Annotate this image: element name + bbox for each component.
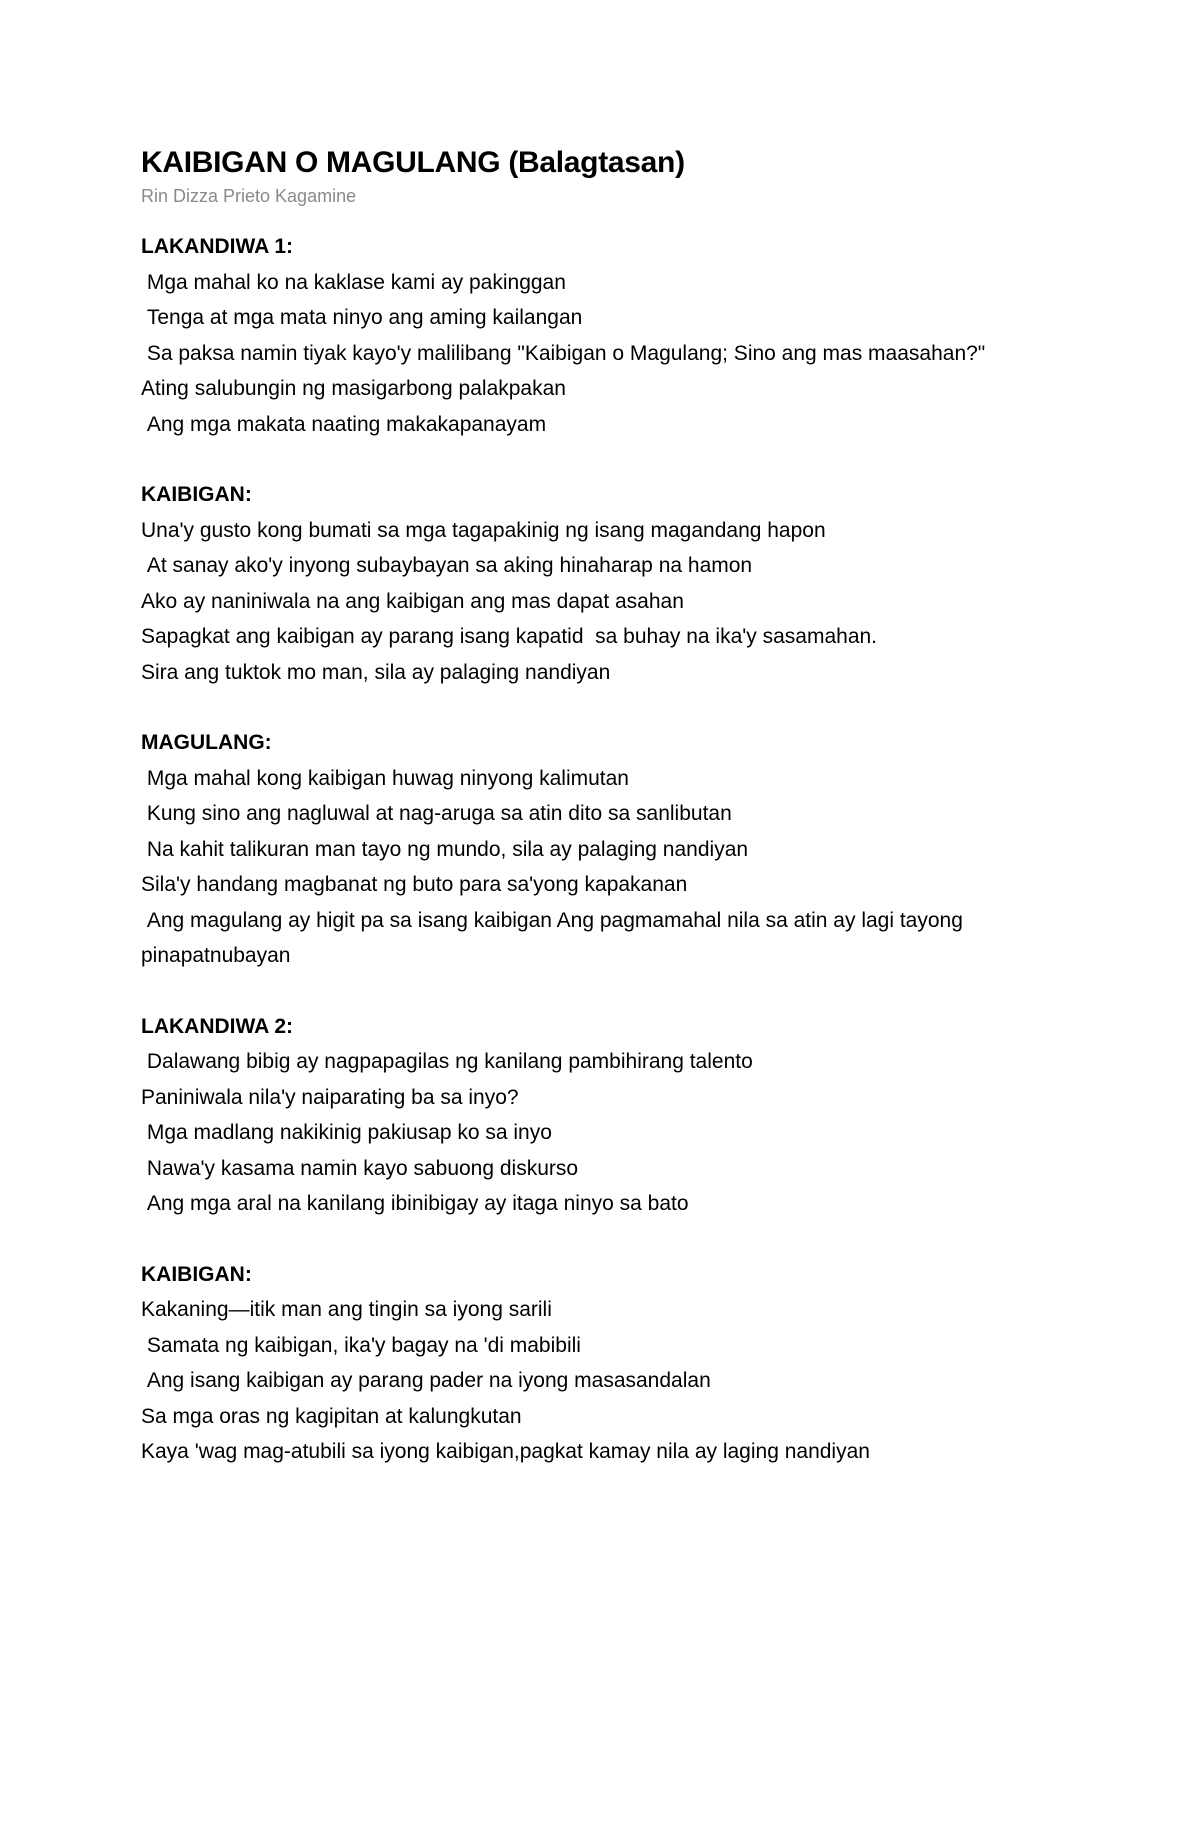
poem-section <box>141 229 1041 442</box>
verse-line: Mga madlang nakikinig pakiusap ko sa inyo <box>141 1121 552 1144</box>
section-speaker-heading: LAKANDIWA 2: <box>141 1014 294 1038</box>
poem-section <box>141 1257 1041 1470</box>
verse-line: Mga mahal kong kaibigan huwag ninyong kalimutan <box>141 766 629 790</box>
verse-lines <box>141 513 1041 691</box>
verse-lines <box>141 265 1041 443</box>
verse-line: Dalawang bibig ay nagpapagilas ng kanilang pambihirang talento <box>141 1050 753 1073</box>
verse-line: At sanay ako'y inyong subaybayan sa aking hinaharap na hamon <box>141 554 753 577</box>
verse-line: Kakaning—itik man ang tingin sa iyong sarili <box>141 1298 552 1321</box>
verse-line: Nawa'y kasama namin kayo sabuong diskurso <box>141 1156 579 1180</box>
verse-line: Ang magulang ay higit pa sa isang kaibigan Ang pagmamahal nila sa atin ay lagi tayong pinapatnubayan <box>141 908 969 967</box>
verse-line: Ang mga makata naating makakapanayam <box>141 412 547 436</box>
verse-line: Kung sino ang nagluwal at nag-aruga sa atin dito sa sanlibutan <box>141 802 732 825</box>
verse-line: Sila'y handang magbanat ng buto para sa'yong kapakanan <box>141 873 688 896</box>
verse-line: Ako ay naniniwala na ang kaibigan ang mas dapat asahan <box>141 589 684 613</box>
section-speaker-heading: MAGULANG: <box>141 731 272 754</box>
verse-line: Samata ng kaibigan, ika'y bagay na 'di mabibili <box>141 1333 581 1357</box>
verse-line: Sira ang tuktok mo man, sila ay palaging nandiyan <box>141 660 611 684</box>
verse-line: Sa paksa namin tiyak kayo'y malilibang "Kaibigan o Magulang; Sino ang mas maasahan?" <box>141 341 986 365</box>
poem-section <box>141 477 1041 690</box>
verse-line: Paniniwala nila'y naiparating ba sa inyo? <box>141 1085 519 1109</box>
verse-lines <box>141 761 1041 974</box>
verse-line: Ang isang kaibigan ay parang pader na iyong masasandalan <box>141 1369 711 1392</box>
verse-line: Sa mga oras ng kagipitan at kalungkutan <box>141 1404 522 1428</box>
verse-line: Ating salubungin ng masigarbong palakpakan <box>141 377 566 400</box>
document-author: Rin Dizza Prieto Kagamine <box>141 186 357 206</box>
poem-section <box>141 725 1041 974</box>
poem-section <box>141 1009 1041 1222</box>
document-title: KAIBIGAN O MAGULANG (Balagtasan) <box>141 146 685 179</box>
section-speaker-heading: LAKANDIWA 1: <box>141 235 294 258</box>
poem-body <box>141 229 1041 1470</box>
verse-line: Una'y gusto kong bumati sa mga tagapakinig ng isang magandang hapon <box>141 518 826 542</box>
verse-line: Tenga at mga mata ninyo ang aming kailangan <box>141 306 583 329</box>
verse-line: Sapagkat ang kaibigan ay parang isang kapatid sa buhay na ika'y sasamahan. <box>141 625 878 648</box>
verse-line: Mga mahal ko na kaklase kami ay pakinggan <box>141 270 566 294</box>
verse-lines <box>141 1292 1041 1470</box>
document-page <box>141 143 1041 1505</box>
verse-lines <box>141 1044 1041 1222</box>
verse-line: Na kahit talikuran man tayo ng mundo, sila ay palaging nandiyan <box>141 837 749 861</box>
verse-line: Kaya 'wag mag-atubili sa iyong kaibigan,pagkat kamay nila ay laging nandiyan <box>141 1440 870 1463</box>
verse-line: Ang mga aral na kanilang ibinibigay ay itaga ninyo sa bato <box>141 1192 689 1215</box>
section-speaker-heading: KAIBIGAN: <box>141 1262 252 1286</box>
section-speaker-heading: KAIBIGAN: <box>141 483 252 506</box>
